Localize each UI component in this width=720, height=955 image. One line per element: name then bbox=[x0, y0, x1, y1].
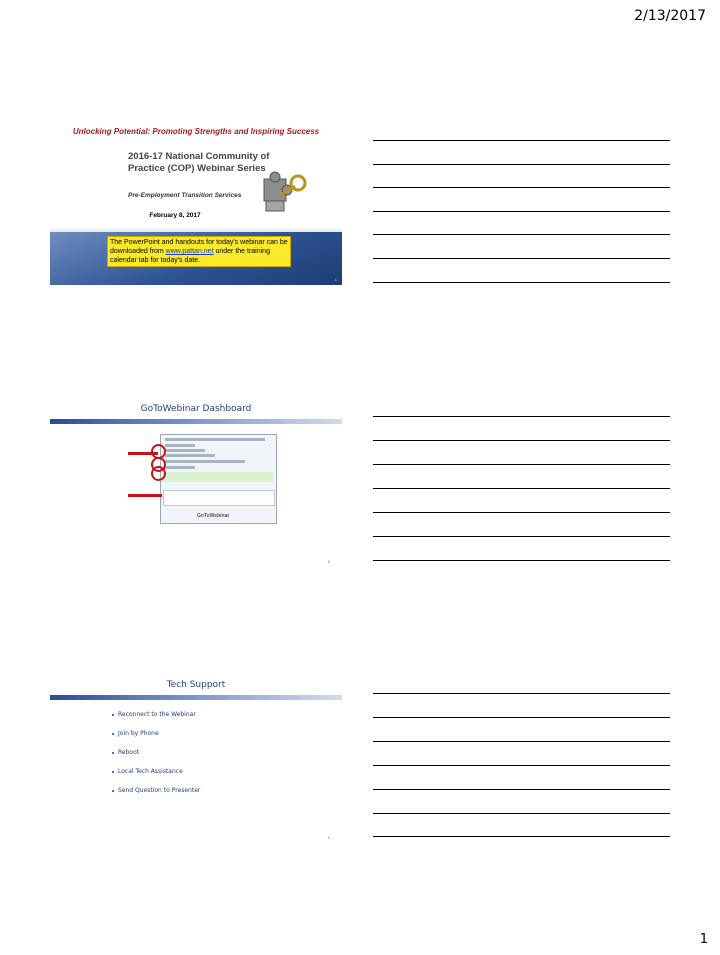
panel-row bbox=[165, 460, 245, 463]
note-line bbox=[373, 164, 670, 165]
slide-2-title-bar bbox=[50, 419, 342, 424]
slide-2-number: 2 bbox=[327, 559, 330, 564]
note-line bbox=[373, 440, 670, 441]
slide-2 bbox=[50, 400, 342, 570]
slide-2-title: GoToWebinar Dashboard bbox=[140, 404, 252, 414]
bullet-icon bbox=[112, 771, 114, 773]
bullet-icon bbox=[112, 790, 114, 792]
slide-1 bbox=[50, 115, 342, 285]
list-item: Join by Phone bbox=[112, 730, 200, 749]
note-line bbox=[373, 512, 670, 513]
series-line-2: Practice (COP) Webinar Series bbox=[128, 163, 266, 174]
pointer-arrow bbox=[128, 494, 162, 497]
slide-1-date: February 8, 2017 bbox=[149, 212, 201, 219]
list-item: Reboot bbox=[112, 749, 200, 768]
gotowebinar-panel-screenshot bbox=[160, 434, 277, 524]
series-line-1: 2016-17 National Community of bbox=[128, 151, 270, 162]
note-line bbox=[373, 140, 670, 141]
panel-row bbox=[165, 454, 215, 457]
slide-1-number: 1 bbox=[334, 277, 337, 282]
note-line bbox=[373, 211, 670, 212]
note-line bbox=[373, 717, 670, 718]
panel-row bbox=[165, 466, 195, 469]
note-line bbox=[373, 789, 670, 790]
note-line bbox=[373, 234, 670, 235]
note-line bbox=[373, 282, 670, 283]
panel-status-area bbox=[163, 472, 273, 482]
bullet-icon bbox=[112, 714, 114, 716]
note-line bbox=[373, 813, 670, 814]
panel-question-box bbox=[163, 490, 275, 506]
panel-row bbox=[165, 444, 195, 447]
gotowebinar-logo: GoToWebinar bbox=[197, 513, 230, 519]
slide-1-subtitle: Pre-Employment Transition Services bbox=[128, 192, 242, 199]
list-item: Send Question to Presenter bbox=[112, 787, 200, 806]
slide-3-number: 3 bbox=[327, 835, 330, 840]
bullet-icon bbox=[112, 733, 114, 735]
note-text-suffix: under the training calendar tab for today's date. bbox=[110, 248, 270, 264]
list-item: Reconnect to the Webinar bbox=[112, 711, 200, 730]
highlight-circle bbox=[151, 466, 166, 481]
note-line bbox=[373, 693, 670, 694]
header-date: 2/13/2017 bbox=[634, 8, 706, 24]
panel-row bbox=[165, 438, 265, 441]
slide-1-title: Unlocking Potential: Promoting Strengths and Inspiring Success bbox=[72, 127, 320, 136]
note-line bbox=[373, 560, 670, 561]
note-line bbox=[373, 416, 670, 417]
note-line bbox=[373, 187, 670, 188]
tech-support-list bbox=[112, 711, 200, 806]
handouts-note bbox=[107, 236, 291, 267]
list-item: Local Tech Assistance bbox=[112, 768, 200, 787]
note-line bbox=[373, 488, 670, 489]
page-number: 1 bbox=[699, 932, 708, 947]
note-line bbox=[373, 836, 670, 837]
pattan-link[interactable]: www.pattan.net bbox=[165, 248, 214, 255]
note-line bbox=[373, 536, 670, 537]
note-line bbox=[373, 741, 670, 742]
note-line bbox=[373, 464, 670, 465]
slide-3 bbox=[50, 676, 342, 846]
slide-3-title-bar bbox=[50, 695, 342, 700]
panel-row bbox=[165, 449, 205, 452]
note-text-prefix: The PowerPoint and handouts for today's webinar can be downloaded from bbox=[110, 239, 288, 255]
puzzle-key-icon bbox=[258, 165, 310, 217]
slide-1-series-title bbox=[128, 151, 269, 175]
slide-3-title: Tech Support bbox=[166, 680, 226, 690]
note-line bbox=[373, 765, 670, 766]
note-line bbox=[373, 258, 670, 259]
bullet-icon bbox=[112, 752, 114, 754]
